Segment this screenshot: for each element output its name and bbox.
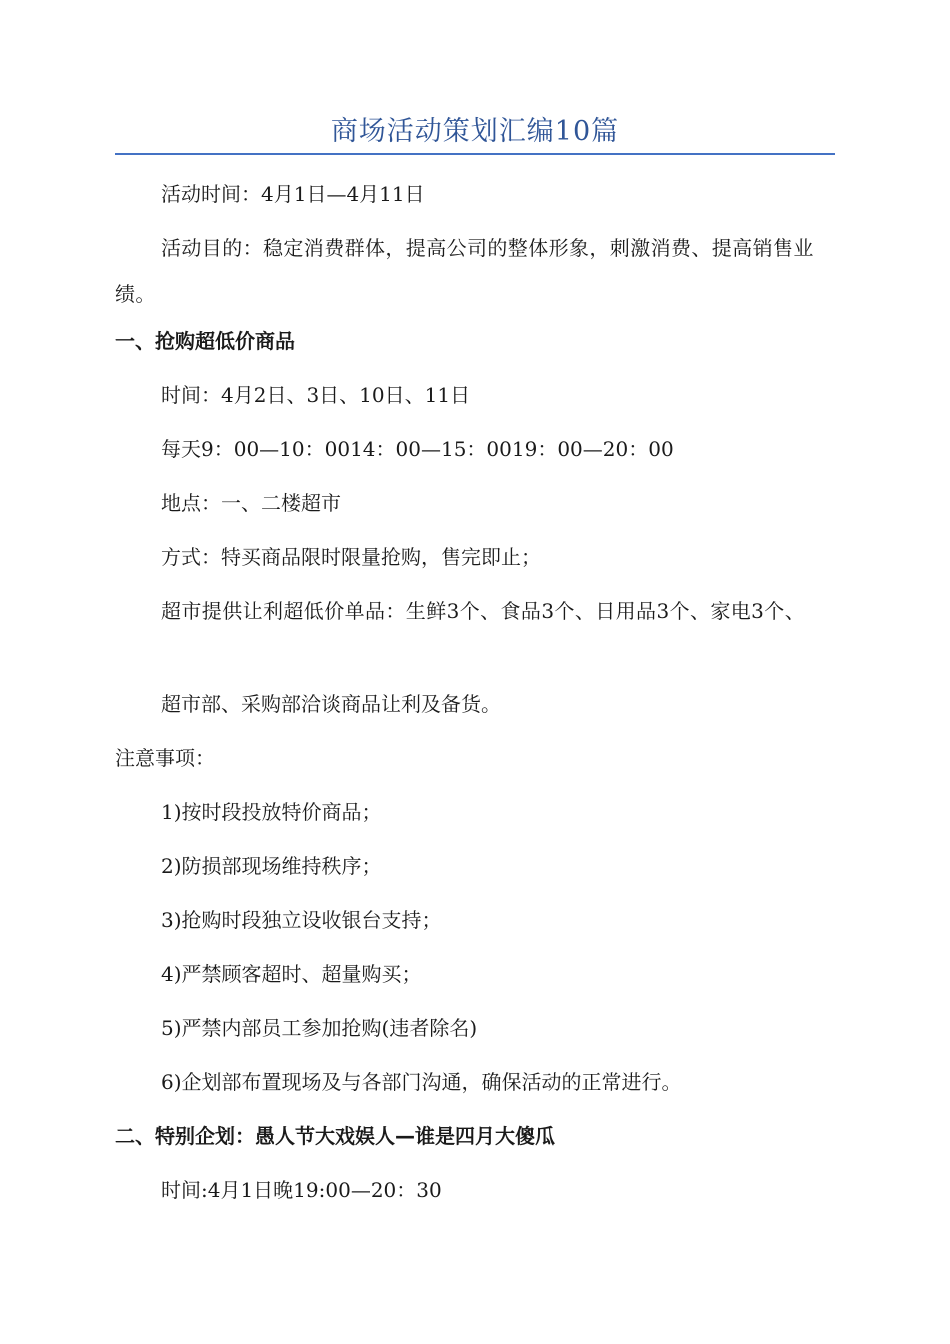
activity-purpose-text: 活动目的：稳定消费群体，提高公司的整体形象，刺激消费、提高销售业绩。 [115, 236, 814, 306]
note-item-2: 2)防损部现场维持秩序； [161, 854, 382, 878]
april-fools-time-paragraph: 时间:4月1日晚19:00—20：30 [161, 1178, 442, 1202]
notes-label: 注意事项： [115, 746, 215, 770]
rush-time-paragraph: 时间：4月2日、3日、10日、11日 [161, 383, 471, 407]
discount-items-text: 超市提供让利超低价单品：生鲜3个、食品3个、日用品3个、家电3个、 [161, 599, 806, 623]
activity-time-paragraph: 活动时间：4月1日—4月11日 [161, 182, 425, 206]
section-heading-1: 一、抢购超低价商品 [115, 329, 295, 353]
title-underline [115, 153, 835, 155]
section-heading-2: 二、特别企划：愚人节大戏娱人—谁是四月大傻瓜 [115, 1124, 555, 1148]
note-item-5: 5)严禁内部员工参加抢购(违者除名) [161, 1016, 478, 1040]
discount-items-paragraph [115, 588, 835, 634]
purchasing-paragraph: 超市部、采购部洽谈商品让利及备货。 [161, 692, 501, 716]
location-paragraph: 地点：一、二楼超市 [161, 491, 341, 515]
note-item-1: 1)按时段投放特价商品； [161, 800, 382, 824]
method-paragraph: 方式：特买商品限时限量抢购，售完即止； [161, 545, 541, 569]
note-item-4: 4)严禁顾客超时、超量购买； [161, 962, 422, 986]
note-item-6: 6)企划部布置现场及与各部门沟通，确保活动的正常进行。 [161, 1070, 682, 1094]
note-item-3: 3)抢购时段独立设收银台支持； [161, 908, 442, 932]
document-title: 商场活动策划汇编10篇 [330, 116, 620, 147]
activity-purpose-paragraph [115, 225, 835, 317]
daily-hours-paragraph: 每天9：00—10：0014：00—15：0019：00—20：00 [161, 437, 674, 461]
